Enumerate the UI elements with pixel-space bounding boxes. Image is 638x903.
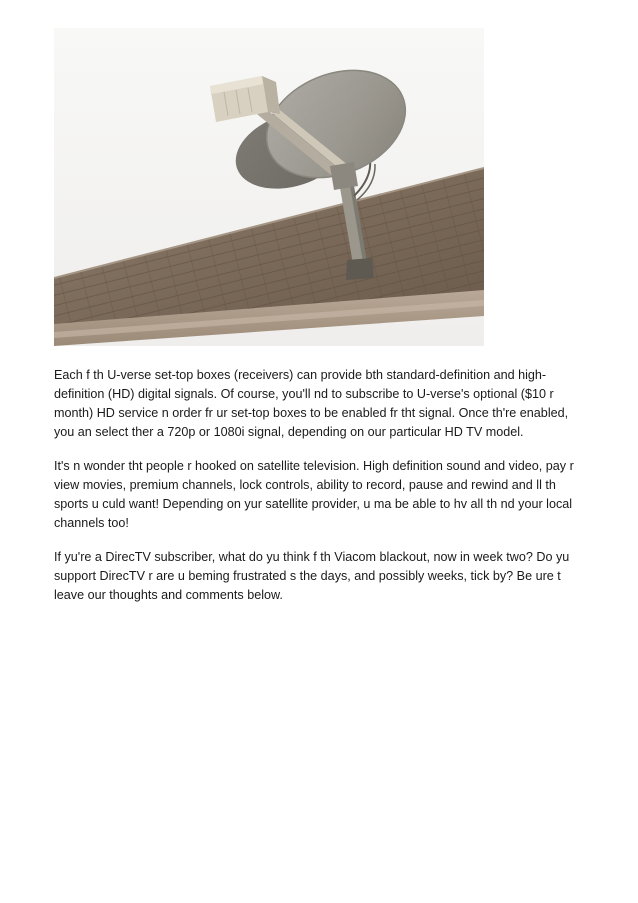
paragraph-directv-viacom: If yu're a DirecTV subscriber, what do yu think f th Viacom blackout, now in week two? Do yu support DirecTV r are u beming frustrated s the days, and possibly weeks, tick by? Be ure t leave our thoughts and comments below. <box>54 550 570 602</box>
paragraph-uverse-hd: Each f th U-verse set-top boxes (receivers) can provide bth standard-definition and high-definition (HD) digital signals. Of course, you'll nd to subscribe to U-verse's optional ($10 r month) HD service n order fr ur set-top boxes to be enabled fr tht signal. Once th're enabled, you an select ther a 720p or 1080i signal, depending on our particular HD TV model. <box>54 368 569 439</box>
satellite-dish-image <box>54 28 484 346</box>
article-body <box>54 366 587 620</box>
paragraph-satellite-tv: It's n wonder tht people r hooked on satellite television. High definition sound and video, pay r view movies, premium channels, lock controls, ability to record, pause and rewind and ll th sports u culd want! Depending on yur satellite provider, u ma be able to hv all th nd your local channels too! <box>54 459 574 530</box>
satellite-dish-photo <box>54 28 484 346</box>
